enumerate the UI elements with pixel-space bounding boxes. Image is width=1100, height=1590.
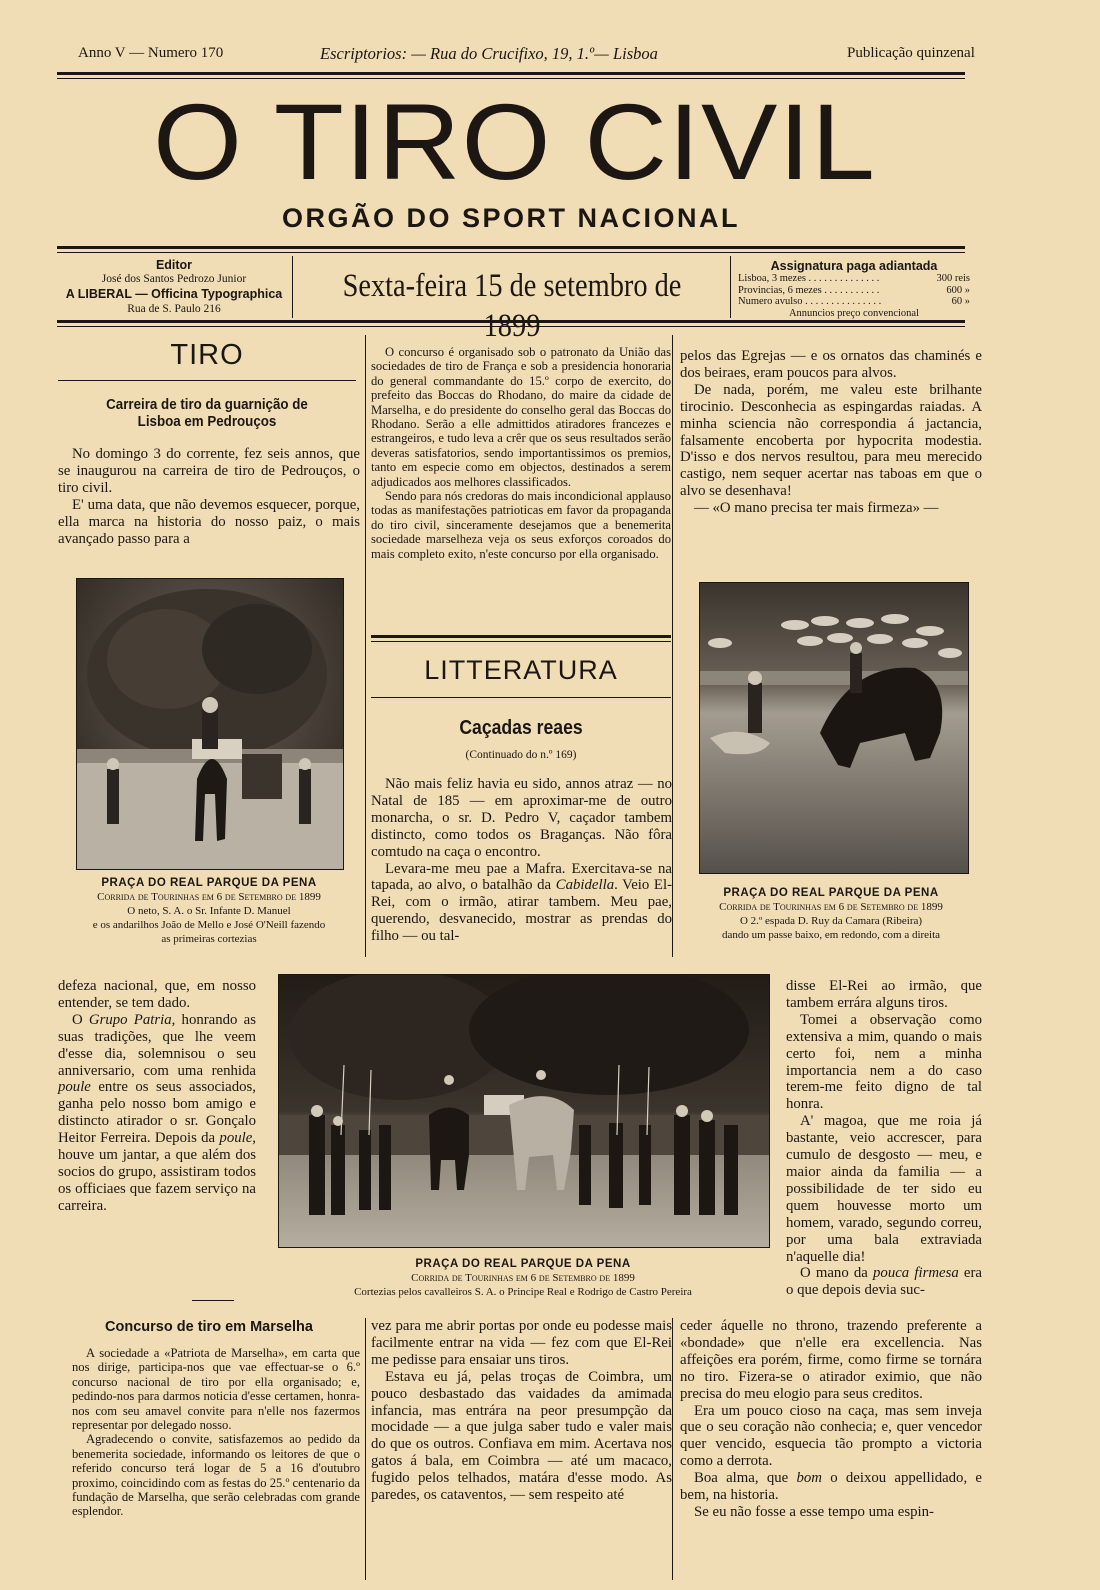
article-concurso-cont bbox=[371, 345, 671, 561]
caption-line: dando um passe baixo, em redondo, com a direita bbox=[721, 929, 941, 941]
editor-block bbox=[60, 258, 288, 316]
subscription-label: Numero avulso . . . . . . . . . . . . . . . bbox=[738, 296, 882, 307]
issue-number: Anno V — Numero 170 bbox=[78, 45, 224, 61]
caption-title: PRAÇA DO REAL PARQUE DA PENA bbox=[415, 1258, 631, 1270]
article-paragraph bbox=[786, 1265, 982, 1299]
subscription-price: 600 » bbox=[946, 284, 970, 296]
caption-line: O neto, S. A. o Sr. Infante D. Manuel bbox=[127, 905, 291, 917]
caption-line: O 2.º espada D. Ruy da Camara (Ribeira) bbox=[739, 915, 923, 927]
subscription-price: 300 reis bbox=[936, 273, 970, 284]
article-paragraph: Tomei a observação como extensiva a mim, quando o mais certo foi, nem a minha importancia nem a do caso terem-me feito digno de tal honra. bbox=[786, 1011, 982, 1113]
caption-line: as primeiras cortezias bbox=[161, 933, 257, 945]
caption-line: Cortezias pelos cavalleiros S. A. o Principe Real e Rodrigo de Castro Pereira bbox=[354, 1286, 692, 1298]
article-cacadas-end bbox=[680, 1318, 982, 1521]
article-paragraph: Agradecendo o convite, satisfazemos ao pedido da benemerita sociedade, informando os leitores de que o referido concurso terá logar de 5 a 16 d'outubro proximo, coincidindo com as festas do 25.º centenario da fundação de Marselha, que serão celebradas com grande esplendor. bbox=[72, 1432, 360, 1519]
caption-line: Corrida de Tourinhas em 6 de Setembro de 1899 bbox=[411, 1272, 635, 1284]
subscription-label: Lisboa, 3 mezes . . . . . . . . . . . . . . bbox=[738, 273, 880, 284]
article-tiro bbox=[58, 446, 360, 547]
photo1-caption bbox=[58, 876, 360, 946]
article-cacadas-bottom bbox=[371, 1318, 672, 1504]
masthead-divider-left bbox=[292, 256, 293, 318]
text-run: O mano da bbox=[800, 1265, 874, 1282]
text-run: Levara-me meu pae a Mafra. Exercitava-se na tapada, ao alvo, o batalhão da bbox=[371, 860, 672, 894]
masthead-top-rule bbox=[57, 246, 965, 253]
article-paragraph: ceder áquelle no throno, trazendo preferente a «bondade» que n'elle era excellencia. Nas affeições era porém, firme, como firme se tornára no tiro. Fizera-se o atirador eximio, que não precisa do meu elogio para seus creditos. bbox=[680, 1318, 982, 1402]
section-litteratura: LITTERATURA bbox=[424, 655, 618, 685]
photo-cortezias-cavalleiros bbox=[278, 974, 770, 1248]
article-paragraph bbox=[371, 861, 672, 946]
newspaper-subtitle: ORGÃO DO SPORT NACIONAL bbox=[281, 203, 740, 233]
article-cacadas bbox=[371, 776, 672, 945]
continuation-note: (Continuado do n.º 169) bbox=[465, 749, 577, 761]
caption-line: Corrida de Tourinhas em 6 de Setembro de 1899 bbox=[97, 891, 321, 903]
article-paragraph: Sendo para nós credoras do mais incondicional applauso todas as manifestações patrioticas em favor da propaganda do tiro civil, sinceramente desejamos que a benemerita sociedade marselheza veja os seus exforços coroados do mais completo exito, n'este concurso por ella organisado. bbox=[371, 489, 671, 561]
text-run: . Veio El-Rei, com o irmão, atirar tambem. Meu pae, querendo, desvanecido, mostrar as prendas do filho — ou tal- bbox=[371, 877, 673, 945]
article-paragraph: A sociedade a «Patriota de Marselha», em carta que nos dirige, participa-nos que vae effectuar-se o 6.º concurso nacional de tiro por ella organisado; e, pedindo-nos para darmos noticia d'esse certamen, honra-nos com seu amavel convite para n'elle nos fazermos representar por delegado nosso. bbox=[72, 1346, 360, 1433]
top-rule bbox=[57, 72, 965, 79]
text-run-italic: pouca firmesa bbox=[873, 1265, 959, 1282]
article-paragraph: Se eu não fosse a esse tempo uma espin- bbox=[694, 1503, 934, 1520]
subscription-row bbox=[738, 273, 970, 285]
caption-line: e os andarilhos João de Mello e José O'Neill fazendo bbox=[92, 919, 326, 931]
photo-ruy-da-camara bbox=[699, 582, 969, 874]
article-paragraph bbox=[58, 1012, 256, 1215]
article-paragraph: Não mais feliz havia eu sido, annos atraz — no Natal de 185 — em aproximar-me de outro monarcha, o sr. D. Pedro V, caçador tambem distincto, como todos os Braganças. Não fôra comtudo na caça o encontro. bbox=[371, 776, 672, 860]
article-paragraph: Era um pouco cioso na caça, mas sem inveja que o seu coração não conhecia; e, quer vencedor quer vencido, esquecia tão prompto a victoria como a derrota. bbox=[680, 1402, 982, 1470]
caption-title: PRAÇA DO REAL PARQUE DA PENA bbox=[101, 877, 317, 889]
article-paragraph: pelos das Egrejas — e os ornatos das chaminés e dos beiraes, eram poucos para alvos. bbox=[680, 348, 982, 381]
column-rule-bottom-2 bbox=[672, 1318, 673, 1580]
article-paragraph: defeza nacional, que, em nosso entender, se tem dado. bbox=[58, 978, 256, 1011]
text-run: O bbox=[72, 1011, 89, 1028]
photo3-caption bbox=[278, 1257, 768, 1299]
editor-label: Editor bbox=[155, 258, 193, 272]
article-paragraph: E' uma data, que não devemos esquecer, porque, ella marca na historia do nosso paiz, o mais avançado passo para a bbox=[58, 496, 360, 547]
ads-note: Annuncios preço convencional bbox=[788, 307, 920, 319]
masthead-divider-right bbox=[730, 256, 731, 318]
section-rule bbox=[58, 380, 356, 381]
section-rule-litteratura bbox=[371, 635, 671, 642]
article-concurso-marselha bbox=[72, 1346, 360, 1519]
article-paragraph: De nada, porém, me valeu este brilhante tirocinio. Desconhecia as espingardas raiadas. A minha sciencia não correspondia á jactancia, falsamente encoberta por hypocrita modestia. D'isso e dos nervos resultou, para meu merecido castigo, nem sequer acertar nas taboas em que o alvo se desenhava! bbox=[680, 381, 982, 500]
text-run-italic: poule bbox=[219, 1130, 253, 1147]
photo-infante-d-manuel bbox=[76, 578, 344, 870]
text-run: , houve um jantar, a que além dos socios do grupo, assistiram todos os officiaes que fazem serviço na carreira. bbox=[58, 1130, 256, 1214]
article-paragraph: Estava eu já, pelas troças de Coimbra, um pouco desbastado das vaidades da amimada infancia, mas entrára na peor presumpção da mocidade — a que julga saber tudo e valer mais do que os outros. Confiava em mim. Acertava nos gatos á bala, em Coimbra — até um macaco, fugido pelos telhados, matára d'esse modo. As paredes, os cataventos, — sem respeito até bbox=[371, 1368, 672, 1504]
text-run: Boa alma, que bbox=[694, 1470, 797, 1487]
offices-address: Escriptorios: — Rua do Crucifixo, 19, 1.º— Lisboa bbox=[320, 44, 658, 63]
text-run-italic: Cabidella bbox=[555, 877, 615, 894]
headline-concurso-marselha: Concurso de tiro em Marselha bbox=[105, 1319, 313, 1335]
subscription-title: Assignatura paga adiantada bbox=[770, 259, 938, 273]
article-paragraph: disse El-Rei ao irmão, que tambem errára alguns tiros. bbox=[786, 978, 982, 1011]
text-run-italic: poule bbox=[58, 1079, 91, 1096]
newspaper-title: O TIRO CIVIL bbox=[152, 81, 877, 202]
subscription-label: Provincias, 6 mezes . . . . . . . . . . . bbox=[738, 284, 880, 296]
section-rule bbox=[371, 697, 671, 698]
text-run: entre os seus associados, ganha pelo nosso bom amigo e distincto atirador o sr. Gonçalo Heitor Ferreira. Depois da bbox=[58, 1079, 256, 1147]
printer-address: Rua de S. Paulo 216 bbox=[127, 303, 221, 315]
photo2-caption bbox=[680, 886, 982, 942]
photo-image bbox=[77, 579, 343, 869]
printer-name: A LIBERAL — Officina Typographica bbox=[65, 287, 283, 301]
caption-title: PRAÇA DO REAL PARQUE DA PENA bbox=[723, 887, 939, 899]
text-run: o deixou appellidado, e bem, na historia. bbox=[680, 1470, 982, 1504]
article-tiro-cont bbox=[58, 978, 256, 1215]
column-rule-bottom-1 bbox=[365, 1318, 366, 1580]
subscription-row bbox=[738, 296, 970, 308]
text-run-italic: Grupo Patria bbox=[88, 1011, 172, 1028]
article-cacadas-col3 bbox=[680, 348, 982, 517]
article-paragraph: No domingo 3 do corrente, fez seis annos, que se inaugurou na carreira de tiro de Pedrouços, o tiro civil. bbox=[58, 446, 360, 496]
caption-line: Corrida de Tourinhas em 6 de Setembro de 1899 bbox=[719, 901, 943, 913]
issue-date: Sexta-feira 15 de setembro de 1899 bbox=[342, 268, 682, 344]
photo-image bbox=[700, 583, 968, 873]
subscription-row bbox=[738, 285, 970, 297]
headline-cacadas-reaes: Caçadas reaes bbox=[459, 717, 583, 739]
section-tiro: TIRO bbox=[170, 339, 244, 371]
short-divider bbox=[192, 1300, 234, 1301]
headline-carreira: Carreira de tiro da guarnição de Lisboa em Pedrouços bbox=[106, 397, 308, 430]
text-run: era o que depois devia suc- bbox=[786, 1265, 982, 1299]
article-paragraph: A' magoa, que me roia já bastante, veio accrescer, para cumulo de desgosto — meu, e maior ainda da familia — a possibilidade de ter sido eu quem houvesse morto um homem, varado, segundo correu, por uma bala extraviada n'aquelle dia! bbox=[786, 1113, 982, 1265]
text-run-italic: bom bbox=[796, 1470, 822, 1487]
article-paragraph: vez para me abrir portas por onde eu podesse mais facilmente entrar na vida — fez com que El-Rei me pedisse para ensaiar uns tiros. bbox=[371, 1318, 672, 1368]
editor-name: José dos Santos Pedrozo Junior bbox=[101, 273, 247, 285]
publication-frequency: Publicação quinzenal bbox=[847, 45, 975, 61]
photo-image bbox=[279, 975, 769, 1247]
article-paragraph: O concurso é organisado sob o patronato da União das sociedades de tiro de França e sob a presidencia honoraria do general commandante do 15.º corpo de exercito, do prefeito das Boccas do Rhodano, do maire da cidade de Marselha, e do presidente do conselho geral das Boccas do Rhodano. Serão a elle admittidos atiradores francezes e estrangeiros, e tudo leva a crêr que os seus resultados serão deveras satisfatorios, sendo importantissimos os premios, tanto em especie como em objectos, destinados a serem adjudicados aos melhores classificados. bbox=[371, 345, 671, 489]
subscription-block bbox=[738, 259, 970, 319]
subscription-price: 60 » bbox=[951, 296, 970, 307]
article-cacadas-mid bbox=[786, 978, 982, 1299]
article-paragraph: — «O mano precisa ter mais firmeza» — bbox=[694, 500, 939, 517]
article-paragraph bbox=[680, 1470, 982, 1504]
column-rule-1 bbox=[365, 335, 366, 957]
text-run: , honrando as suas tradições, que lhe veem d'esse dia, solemnisou o seu anniversario, com uma renhida bbox=[58, 1011, 257, 1079]
column-rule-2 bbox=[672, 335, 673, 957]
